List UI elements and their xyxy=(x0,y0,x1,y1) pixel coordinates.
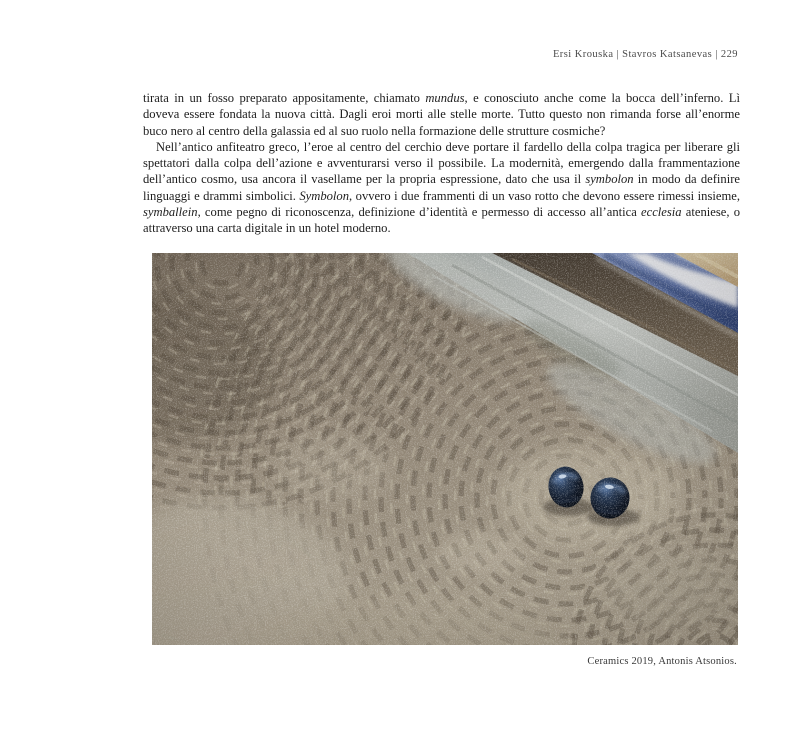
running-header: Ersi Krouska | Stavros Katsanevas | 229 xyxy=(552,49,738,60)
vignette xyxy=(152,253,738,645)
paragraph: tirata in un fosso preparato appositamente, chiamato mundus, e conosciuto anche come la bocca dell’inferno. Lì doveva essere fondata la nuova città. Dagli eroi morti alle stelle morte. Tutto questo non rimanda forse all’enorme buco nero al centro della galassia ed al suo ruolo nella formazione delle strutture cosmiche? xyxy=(143,91,740,138)
paragraph: Nell’antico anfiteatro greco, l’eroe al centro del cerchio deve portare il fardello della colpa tragica per liberare gli spettatori dalla colpa dell’azione e avventurarsi verso il possibile. La modernità, emergendo dalla frammentazione dell’antico cosmo, usa ancora il vasellame per la propria espressione, dato che usa il symbolon in modo da definire linguaggi e drammi simbolici. Symbolon, ovvero i due frammenti di un vaso rotto che devono essere rimessi insieme, symballein, come pegno di riconoscenza, definizione d’identità e permesso di accesso all’antica ecclesia ateniese, o attraverso una carta digitale in un hotel moderno. xyxy=(143,139,740,236)
figure-caption: Ceramics 2019, Antonis Atsonios. xyxy=(587,656,737,667)
article-text xyxy=(143,90,740,237)
figure xyxy=(152,253,738,667)
artwork-photo xyxy=(152,253,738,645)
